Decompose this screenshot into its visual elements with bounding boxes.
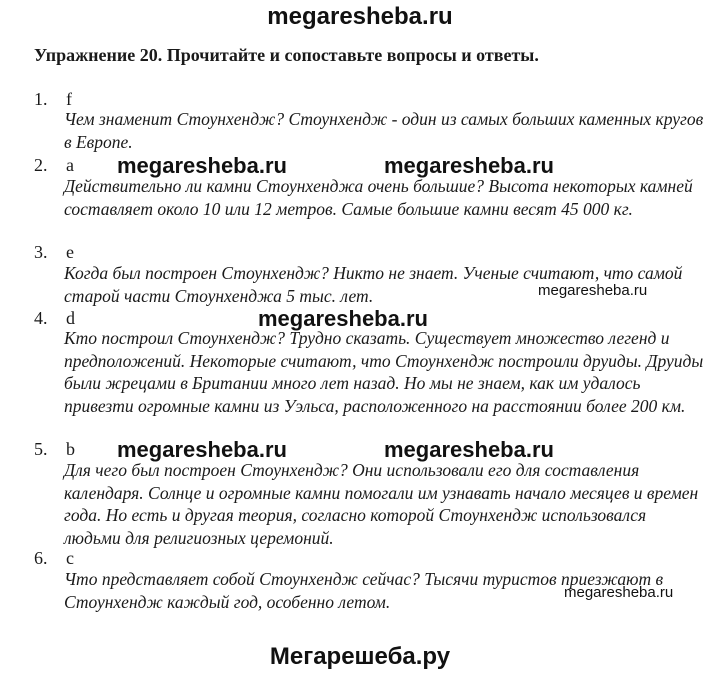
item-5-label bbox=[34, 440, 75, 458]
item-1-label bbox=[34, 90, 72, 108]
item-4-number: 4. bbox=[34, 308, 48, 328]
item-2-label bbox=[34, 156, 74, 174]
item-3-label bbox=[34, 243, 74, 261]
item-3-letter: e bbox=[66, 242, 74, 262]
watermark-b: megaresheba.ru bbox=[384, 153, 554, 178]
exercise-title: Упражнение 20. Прочитайте и сопоставьте вопросы и ответы. bbox=[34, 45, 539, 65]
item-6-number: 6. bbox=[34, 548, 48, 568]
item-6-letter: c bbox=[66, 548, 74, 568]
item-2-letter: a bbox=[66, 155, 74, 175]
item-3-number: 3. bbox=[34, 242, 48, 262]
watermark-f: megaresheba.ru bbox=[384, 437, 554, 462]
watermark-bottom: Мегарешеба.ру bbox=[269, 643, 451, 670]
watermark-g: megaresheba.ru bbox=[564, 584, 674, 601]
watermark-top: megaresheba.ru bbox=[267, 3, 453, 30]
item-4-label bbox=[34, 309, 75, 327]
watermark-a: megaresheba.ru bbox=[117, 153, 287, 178]
watermark-d: megaresheba.ru bbox=[258, 306, 428, 331]
item-1-text: Чем знаменит Стоунхендж? Стоунхендж - один из самых больших каменных кругов в Европе. bbox=[64, 109, 704, 152]
item-4-text: Кто построил Стоунхендж? Трудно сказать. Существует множество легенд и предположений. Некоторые считают, что Стоунхендж построили друиды. Друиды были жрецами в Британии много лет назад. Но мы не знаем, как им удалось привезти огромные камни из Уэльса, расположенного на расстоянии более 200 км. bbox=[64, 328, 704, 416]
watermark-c: megaresheba.ru bbox=[538, 282, 648, 299]
item-5-text: Для чего был построен Стоунхендж? Они использовали его для составления календаря. Солнце и огромные камни помогали им узнавать начало месяцев и времен года. Но есть и другая теория, согласно которой Стоунхендж использовался людьми для религиозных церемоний. bbox=[64, 460, 699, 548]
item-6-text: Что представляет собой Стоунхендж сейчас? Тысячи туристов приезжают в Стоунхендж каждый год, особенно летом. bbox=[64, 569, 664, 612]
item-4-letter: d bbox=[66, 308, 75, 328]
item-1-number: 1. bbox=[34, 89, 48, 109]
item-2-number: 2. bbox=[34, 155, 48, 175]
item-5-letter: b bbox=[66, 439, 75, 459]
watermark-e: megaresheba.ru bbox=[117, 437, 287, 462]
item-1-letter: f bbox=[66, 89, 72, 109]
item-5-number: 5. bbox=[34, 439, 48, 459]
item-2-text: Действительно ли камни Стоунхенджа очень большие? Высота некоторых камней составляет около 10 или 12 метров. Самые большие камни весят 45 000 кг. bbox=[64, 176, 693, 219]
item-6-label bbox=[34, 549, 74, 567]
item-3-text: Когда был построен Стоунхендж? Никто не знает. Ученые считают, что самой старой части Стоунхенджа 5 тыс. лет. bbox=[64, 263, 683, 306]
